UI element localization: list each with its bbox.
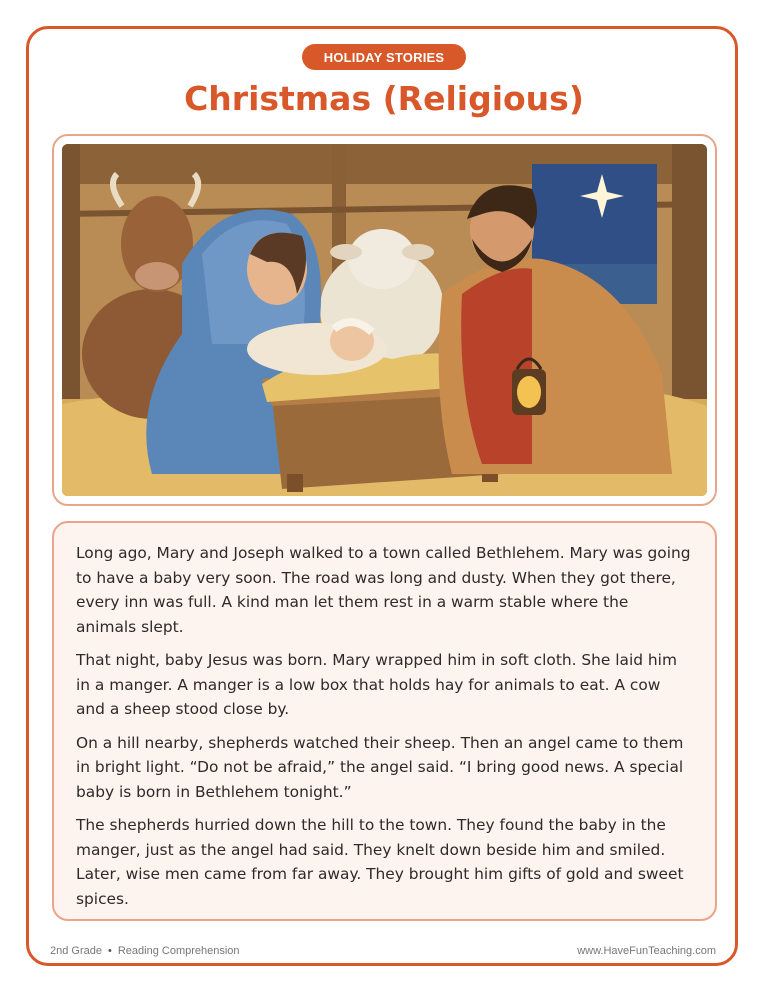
story-paragraph-2: That night, baby Jesus was born. Mary wrapped him in soft cloth. She laid him in a manger. A manger is a low box that holds hay for animals to eat. A cow and a sheep stood close by. <box>76 651 677 718</box>
footer-grade: 2nd Grade <box>50 945 102 957</box>
nativity-illustration <box>52 134 717 506</box>
nativity-scene-image <box>62 144 707 496</box>
bullet-dot-icon: • <box>107 945 112 957</box>
footer-subject: Reading Comprehension <box>117 945 240 957</box>
category-badge: HOLIDAY STORIES <box>302 44 466 70</box>
story-paragraph-4: The shepherds hurried down the hill to the town. They found the baby in the manger, just as the angel had said. They knelt down beside him and smiled. Later, wise men came from far away. They brought him gifts of gold and sweet spices. <box>76 816 684 908</box>
story-paragraph-3: On a hill nearby, shepherds watched their sheep. Then an angel came to them in bright light. “Do not be afraid,” the angel said. “I bring good news. A special baby is born in Bethlehem tonight.” <box>76 733 684 801</box>
footer-grade-subject <box>50 945 240 957</box>
story-text-panel <box>52 521 717 921</box>
story-paragraph-1: Long ago, Mary and Joseph walked to a town called Bethlehem. Mary was going to have a baby very soon. The road was long and dusty. When they got there, every inn was full. A kind man let them rest in a warm stable where the animals slept. <box>76 544 691 636</box>
footer-website: www.HaveFunTeaching.com <box>577 945 716 957</box>
page-title: Christmas (Religious) <box>184 79 584 118</box>
